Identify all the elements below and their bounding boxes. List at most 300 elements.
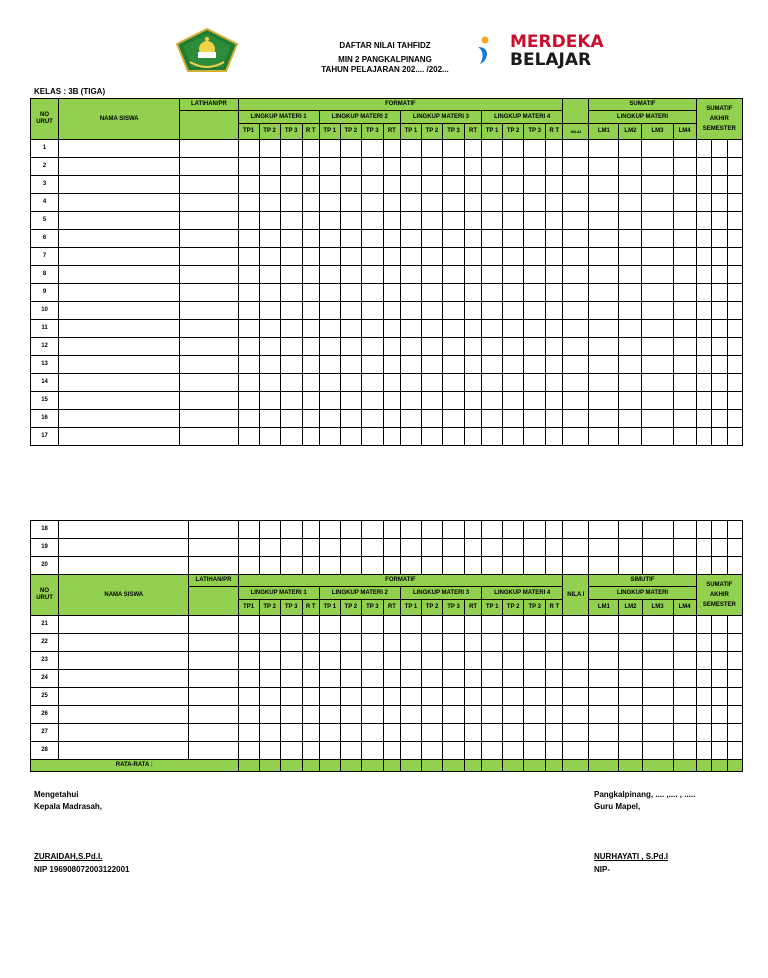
grade-cell bbox=[673, 392, 696, 410]
table-row bbox=[31, 428, 743, 446]
grade-cell bbox=[642, 176, 673, 194]
grade-cell bbox=[589, 158, 619, 176]
grade-cell bbox=[442, 176, 464, 194]
footer-guru: Guru Mapel, bbox=[594, 802, 641, 811]
grade-cell bbox=[546, 688, 563, 706]
grade-cell bbox=[563, 521, 589, 539]
grade-cell bbox=[59, 230, 180, 248]
grade-cell bbox=[238, 670, 259, 688]
grade-cell bbox=[180, 158, 238, 176]
grade-cell bbox=[280, 539, 302, 557]
grade-cell bbox=[421, 724, 442, 742]
grade-cell bbox=[302, 284, 319, 302]
table-row bbox=[31, 652, 743, 670]
grade-cell bbox=[400, 176, 421, 194]
grade-cell bbox=[589, 212, 619, 230]
grade-cell bbox=[340, 284, 361, 302]
grade-cell bbox=[482, 320, 503, 338]
table-row bbox=[31, 248, 743, 266]
grade-cell bbox=[59, 302, 180, 320]
grade-cell bbox=[589, 266, 619, 284]
tp-3-3: TP 3 bbox=[442, 124, 464, 140]
lingkup-1-b: LINGKUP MATERI 1 bbox=[238, 587, 319, 600]
grade-cell bbox=[546, 302, 563, 320]
grade-cell bbox=[421, 742, 442, 760]
grade-cell bbox=[642, 652, 673, 670]
grade-cell bbox=[619, 706, 642, 724]
grade-cell bbox=[619, 212, 642, 230]
grade-cell bbox=[465, 320, 482, 338]
grade-cell bbox=[340, 724, 361, 742]
grade-cell bbox=[524, 557, 546, 575]
grade-cell bbox=[302, 140, 319, 158]
sumatif-lingkup-2: LINGKUP MATERI bbox=[589, 587, 696, 600]
grade-cell bbox=[319, 410, 340, 428]
grade-cell bbox=[563, 176, 589, 194]
grade-cell bbox=[711, 634, 727, 652]
grade-cell bbox=[189, 539, 238, 557]
grade-cell bbox=[238, 428, 259, 446]
grade-cell bbox=[238, 284, 259, 302]
class-label: KELAS : 3B (TIGA) bbox=[34, 87, 106, 96]
grade-cell bbox=[503, 634, 524, 652]
grade-cell bbox=[421, 539, 442, 557]
doc-title: DAFTAR NILAI TAHFIDZ bbox=[339, 41, 431, 50]
grade-cell bbox=[319, 230, 340, 248]
grade-cell bbox=[319, 248, 340, 266]
grade-cell bbox=[503, 670, 524, 688]
grade-cell bbox=[727, 410, 742, 428]
grade-cell bbox=[400, 356, 421, 374]
grade-cell bbox=[696, 356, 711, 374]
grade-cell bbox=[711, 176, 727, 194]
grade-cell bbox=[524, 230, 546, 248]
grade-cell bbox=[421, 428, 442, 446]
grade-cell bbox=[727, 158, 742, 176]
grade-cell bbox=[383, 742, 400, 760]
grade-cell bbox=[465, 521, 482, 539]
grade-cell bbox=[238, 230, 259, 248]
grade-cell bbox=[383, 302, 400, 320]
grade-cell bbox=[696, 284, 711, 302]
grade-cell bbox=[673, 374, 696, 392]
grade-cell bbox=[400, 158, 421, 176]
grade-cell bbox=[280, 140, 302, 158]
grade-cell bbox=[400, 652, 421, 670]
grade-cell bbox=[180, 356, 238, 374]
grade-cell bbox=[503, 230, 524, 248]
grade-cell bbox=[619, 742, 642, 760]
grade-cell bbox=[546, 140, 563, 158]
lm-2: LM2 bbox=[619, 124, 642, 140]
grade-cell bbox=[238, 392, 259, 410]
row-number: 16 bbox=[31, 410, 59, 428]
grade-cell bbox=[589, 392, 619, 410]
grade-cell bbox=[319, 616, 340, 634]
tp-b-1-1: TP1 bbox=[238, 600, 259, 616]
grade-cell bbox=[361, 374, 383, 392]
grade-cell bbox=[696, 521, 711, 539]
grade-cell bbox=[421, 557, 442, 575]
grade-cell bbox=[727, 616, 742, 634]
grade-cell bbox=[383, 428, 400, 446]
grade-cell bbox=[361, 724, 383, 742]
grade-cell bbox=[482, 140, 503, 158]
row-number: 8 bbox=[31, 266, 59, 284]
grade-cell bbox=[711, 374, 727, 392]
grade-cell bbox=[383, 284, 400, 302]
grade-cell bbox=[59, 392, 180, 410]
grade-cell bbox=[280, 320, 302, 338]
grade-cell bbox=[546, 374, 563, 392]
grade-cell bbox=[503, 557, 524, 575]
grade-cell bbox=[59, 670, 189, 688]
grade-cell bbox=[465, 688, 482, 706]
grade-cell bbox=[180, 302, 238, 320]
grade-cell bbox=[524, 140, 546, 158]
grade-cell bbox=[238, 652, 259, 670]
grade-cell bbox=[259, 356, 280, 374]
grade-cell bbox=[642, 616, 673, 634]
grade-cell bbox=[259, 284, 280, 302]
grade-cell bbox=[59, 410, 180, 428]
grade-cell bbox=[563, 670, 589, 688]
grade-cell bbox=[361, 670, 383, 688]
grade-cell bbox=[280, 194, 302, 212]
grade-cell bbox=[727, 248, 742, 266]
grade-cell bbox=[180, 392, 238, 410]
grade-cell bbox=[259, 392, 280, 410]
grade-cell bbox=[361, 392, 383, 410]
grade-cell bbox=[383, 338, 400, 356]
grade-cell bbox=[421, 521, 442, 539]
grade-cell bbox=[642, 140, 673, 158]
grade-cell bbox=[711, 428, 727, 446]
grade-cell bbox=[524, 410, 546, 428]
grade-cell bbox=[673, 634, 696, 652]
tp-b-3-4: RT bbox=[465, 600, 482, 616]
grade-cell bbox=[711, 194, 727, 212]
grade-cell bbox=[238, 176, 259, 194]
tp-4-3: TP 3 bbox=[524, 124, 546, 140]
tp-b-4-4: R T bbox=[546, 600, 563, 616]
col-nama-siswa: NAMA SISWA bbox=[59, 99, 180, 140]
grade-cell bbox=[59, 521, 189, 539]
table-row bbox=[31, 557, 743, 575]
grade-cell bbox=[259, 616, 280, 634]
grade-cell bbox=[361, 688, 383, 706]
grade-cell bbox=[673, 194, 696, 212]
footer-right-name: NURHAYATI , S.Pd.I bbox=[594, 852, 668, 861]
grade-cell bbox=[361, 176, 383, 194]
grade-cell bbox=[340, 428, 361, 446]
grade-cell bbox=[696, 688, 711, 706]
grade-cell bbox=[524, 320, 546, 338]
grade-cell bbox=[180, 140, 238, 158]
grade-cell bbox=[400, 428, 421, 446]
grade-cell bbox=[727, 688, 742, 706]
tp-1-2: TP 2 bbox=[259, 124, 280, 140]
grade-cell bbox=[465, 392, 482, 410]
grade-cell bbox=[361, 634, 383, 652]
grade-cell bbox=[340, 539, 361, 557]
grade-cell bbox=[696, 392, 711, 410]
grade-cell bbox=[280, 706, 302, 724]
grade-cell bbox=[696, 670, 711, 688]
grade-cell bbox=[383, 230, 400, 248]
grade-cell bbox=[546, 320, 563, 338]
grade-cell bbox=[340, 616, 361, 634]
tp-1-4: R T bbox=[302, 124, 319, 140]
lingkup-2: LINGKUP MATERI 2 bbox=[319, 111, 400, 124]
grade-cell bbox=[524, 670, 546, 688]
grade-cell bbox=[302, 410, 319, 428]
grade-cell bbox=[238, 634, 259, 652]
grade-cell bbox=[546, 428, 563, 446]
academic-year: TAHUN PELAJARAN 202.... /202... bbox=[321, 65, 449, 74]
grade-cell bbox=[383, 320, 400, 338]
grade-cell bbox=[696, 212, 711, 230]
grade-cell bbox=[619, 724, 642, 742]
grade-cell bbox=[696, 410, 711, 428]
grade-cell bbox=[302, 374, 319, 392]
grade-cell bbox=[673, 670, 696, 688]
grade-cell bbox=[400, 410, 421, 428]
grade-cell bbox=[546, 670, 563, 688]
tp-2-4: RT bbox=[383, 124, 400, 140]
grade-cell bbox=[400, 230, 421, 248]
grade-cell bbox=[400, 302, 421, 320]
grade-table-top bbox=[30, 98, 743, 446]
grade-cell bbox=[443, 634, 465, 652]
grade-cell bbox=[319, 706, 340, 724]
grade-cell bbox=[319, 557, 340, 575]
tp-4-2: TP 2 bbox=[503, 124, 524, 140]
grade-cell bbox=[400, 374, 421, 392]
grade-cell bbox=[59, 176, 180, 194]
grade-cell bbox=[465, 634, 482, 652]
grade-cell bbox=[302, 616, 319, 634]
grade-cell bbox=[727, 230, 742, 248]
brand-line1: MERDEKA bbox=[510, 32, 604, 52]
grade-cell bbox=[238, 374, 259, 392]
grade-cell bbox=[442, 158, 464, 176]
grade-cell bbox=[711, 158, 727, 176]
grade-cell bbox=[589, 652, 619, 670]
grade-cell bbox=[319, 212, 340, 230]
grade-cell bbox=[421, 374, 442, 392]
grade-cell bbox=[546, 338, 563, 356]
grade-cell bbox=[383, 212, 400, 230]
grade-cell bbox=[642, 374, 673, 392]
grade-cell bbox=[465, 652, 482, 670]
grade-cell bbox=[443, 742, 465, 760]
grade-cell bbox=[238, 742, 259, 760]
grade-cell bbox=[259, 194, 280, 212]
grade-cell bbox=[619, 374, 642, 392]
row-number: 20 bbox=[31, 557, 59, 575]
grade-cell bbox=[383, 176, 400, 194]
grade-cell bbox=[503, 266, 524, 284]
grade-cell bbox=[421, 284, 442, 302]
grade-cell bbox=[673, 742, 696, 760]
grade-cell bbox=[563, 616, 589, 634]
grade-cell bbox=[482, 410, 503, 428]
grade-cell bbox=[319, 140, 340, 158]
grade-cell bbox=[642, 634, 673, 652]
grade-cell bbox=[482, 338, 503, 356]
grade-cell bbox=[442, 284, 464, 302]
grade-cell bbox=[546, 557, 563, 575]
grade-cell bbox=[443, 616, 465, 634]
grade-cell bbox=[589, 742, 619, 760]
grade-cell bbox=[727, 428, 742, 446]
grade-cell bbox=[524, 158, 546, 176]
grade-cell bbox=[442, 212, 464, 230]
grade-cell bbox=[465, 284, 482, 302]
grade-cell bbox=[400, 140, 421, 158]
footer-place-date: Pangkalpinang, .... ,.... , ..... bbox=[594, 790, 696, 799]
grade-cell bbox=[642, 266, 673, 284]
grade-cell bbox=[727, 140, 742, 158]
tp-b-1-3: TP 3 bbox=[280, 600, 302, 616]
grade-cell bbox=[696, 374, 711, 392]
grade-cell bbox=[319, 374, 340, 392]
grade-cell bbox=[442, 194, 464, 212]
grade-cell bbox=[524, 724, 546, 742]
grade-cell bbox=[189, 616, 238, 634]
grade-cell bbox=[383, 392, 400, 410]
grade-cell bbox=[259, 521, 280, 539]
grade-cell bbox=[642, 428, 673, 446]
grade-cell bbox=[465, 742, 482, 760]
grade-cell bbox=[711, 320, 727, 338]
grade-cell bbox=[563, 158, 589, 176]
grade-cell bbox=[238, 356, 259, 374]
row-number: 3 bbox=[31, 176, 59, 194]
grade-cell bbox=[259, 248, 280, 266]
table-row bbox=[31, 194, 743, 212]
grade-cell bbox=[340, 356, 361, 374]
grade-cell bbox=[673, 706, 696, 724]
grade-cell bbox=[642, 742, 673, 760]
grade-cell bbox=[319, 670, 340, 688]
grade-cell bbox=[319, 634, 340, 652]
grade-cell bbox=[546, 410, 563, 428]
grade-cell bbox=[696, 230, 711, 248]
grade-cell bbox=[589, 706, 619, 724]
table-row bbox=[31, 374, 743, 392]
grade-cell bbox=[546, 724, 563, 742]
footer-left-nip: NIP 196908072003122001 bbox=[34, 865, 130, 874]
grade-cell bbox=[302, 248, 319, 266]
tp-3-2: TP 2 bbox=[421, 124, 442, 140]
grade-cell bbox=[361, 521, 383, 539]
grade-cell bbox=[180, 320, 238, 338]
table-row bbox=[31, 392, 743, 410]
grade-cell bbox=[503, 140, 524, 158]
grade-cell bbox=[619, 557, 642, 575]
grade-cell bbox=[302, 521, 319, 539]
grade-cell bbox=[642, 706, 673, 724]
table-row bbox=[31, 338, 743, 356]
grade-cell bbox=[619, 652, 642, 670]
grade-cell bbox=[619, 320, 642, 338]
grade-cell bbox=[421, 266, 442, 284]
row-number: 19 bbox=[31, 539, 59, 557]
grade-cell bbox=[482, 688, 503, 706]
table-row bbox=[31, 539, 743, 557]
grade-cell bbox=[383, 670, 400, 688]
grade-cell bbox=[59, 248, 180, 266]
row-number: 12 bbox=[31, 338, 59, 356]
grade-cell bbox=[546, 212, 563, 230]
grade-cell bbox=[546, 652, 563, 670]
grade-cell bbox=[421, 302, 442, 320]
grade-cell bbox=[619, 688, 642, 706]
grade-cell bbox=[280, 428, 302, 446]
grade-cell bbox=[189, 742, 238, 760]
grade-cell bbox=[465, 539, 482, 557]
col-nilai: NILAI bbox=[563, 124, 589, 140]
grade-cell bbox=[465, 212, 482, 230]
grade-cell bbox=[727, 284, 742, 302]
grade-cell bbox=[302, 742, 319, 760]
grade-cell bbox=[319, 521, 340, 539]
grade-cell bbox=[696, 742, 711, 760]
grade-cell bbox=[361, 652, 383, 670]
grade-cell bbox=[642, 410, 673, 428]
grade-cell bbox=[180, 248, 238, 266]
grade-cell bbox=[673, 410, 696, 428]
grade-cell bbox=[180, 374, 238, 392]
grade-cell bbox=[443, 706, 465, 724]
grade-cell bbox=[482, 652, 503, 670]
grade-cell bbox=[727, 652, 742, 670]
grade-cell bbox=[563, 356, 589, 374]
grade-cell bbox=[280, 742, 302, 760]
grade-cell bbox=[546, 392, 563, 410]
grade-cell bbox=[59, 140, 180, 158]
row-number: 11 bbox=[31, 320, 59, 338]
table-row bbox=[31, 320, 743, 338]
grade-cell bbox=[280, 176, 302, 194]
grade-cell bbox=[727, 521, 742, 539]
grade-cell bbox=[302, 212, 319, 230]
grade-cell bbox=[524, 356, 546, 374]
grade-cell bbox=[442, 140, 464, 158]
col-formatif-2: FORMATIF bbox=[238, 575, 563, 587]
grade-cell bbox=[482, 230, 503, 248]
grade-cell bbox=[238, 248, 259, 266]
grade-cell bbox=[546, 230, 563, 248]
row-number: 10 bbox=[31, 302, 59, 320]
grade-cell bbox=[563, 266, 589, 284]
grade-cell bbox=[696, 634, 711, 652]
grade-cell bbox=[361, 158, 383, 176]
grade-cell bbox=[238, 140, 259, 158]
tp-b-2-1: TP 1 bbox=[319, 600, 340, 616]
grade-cell bbox=[563, 140, 589, 158]
grade-cell bbox=[524, 338, 546, 356]
grade-cell bbox=[259, 374, 280, 392]
grade-cell bbox=[642, 392, 673, 410]
grade-cell bbox=[589, 248, 619, 266]
grade-cell bbox=[400, 634, 421, 652]
grade-cell bbox=[319, 302, 340, 320]
row-number: 15 bbox=[31, 392, 59, 410]
grade-cell bbox=[482, 634, 503, 652]
